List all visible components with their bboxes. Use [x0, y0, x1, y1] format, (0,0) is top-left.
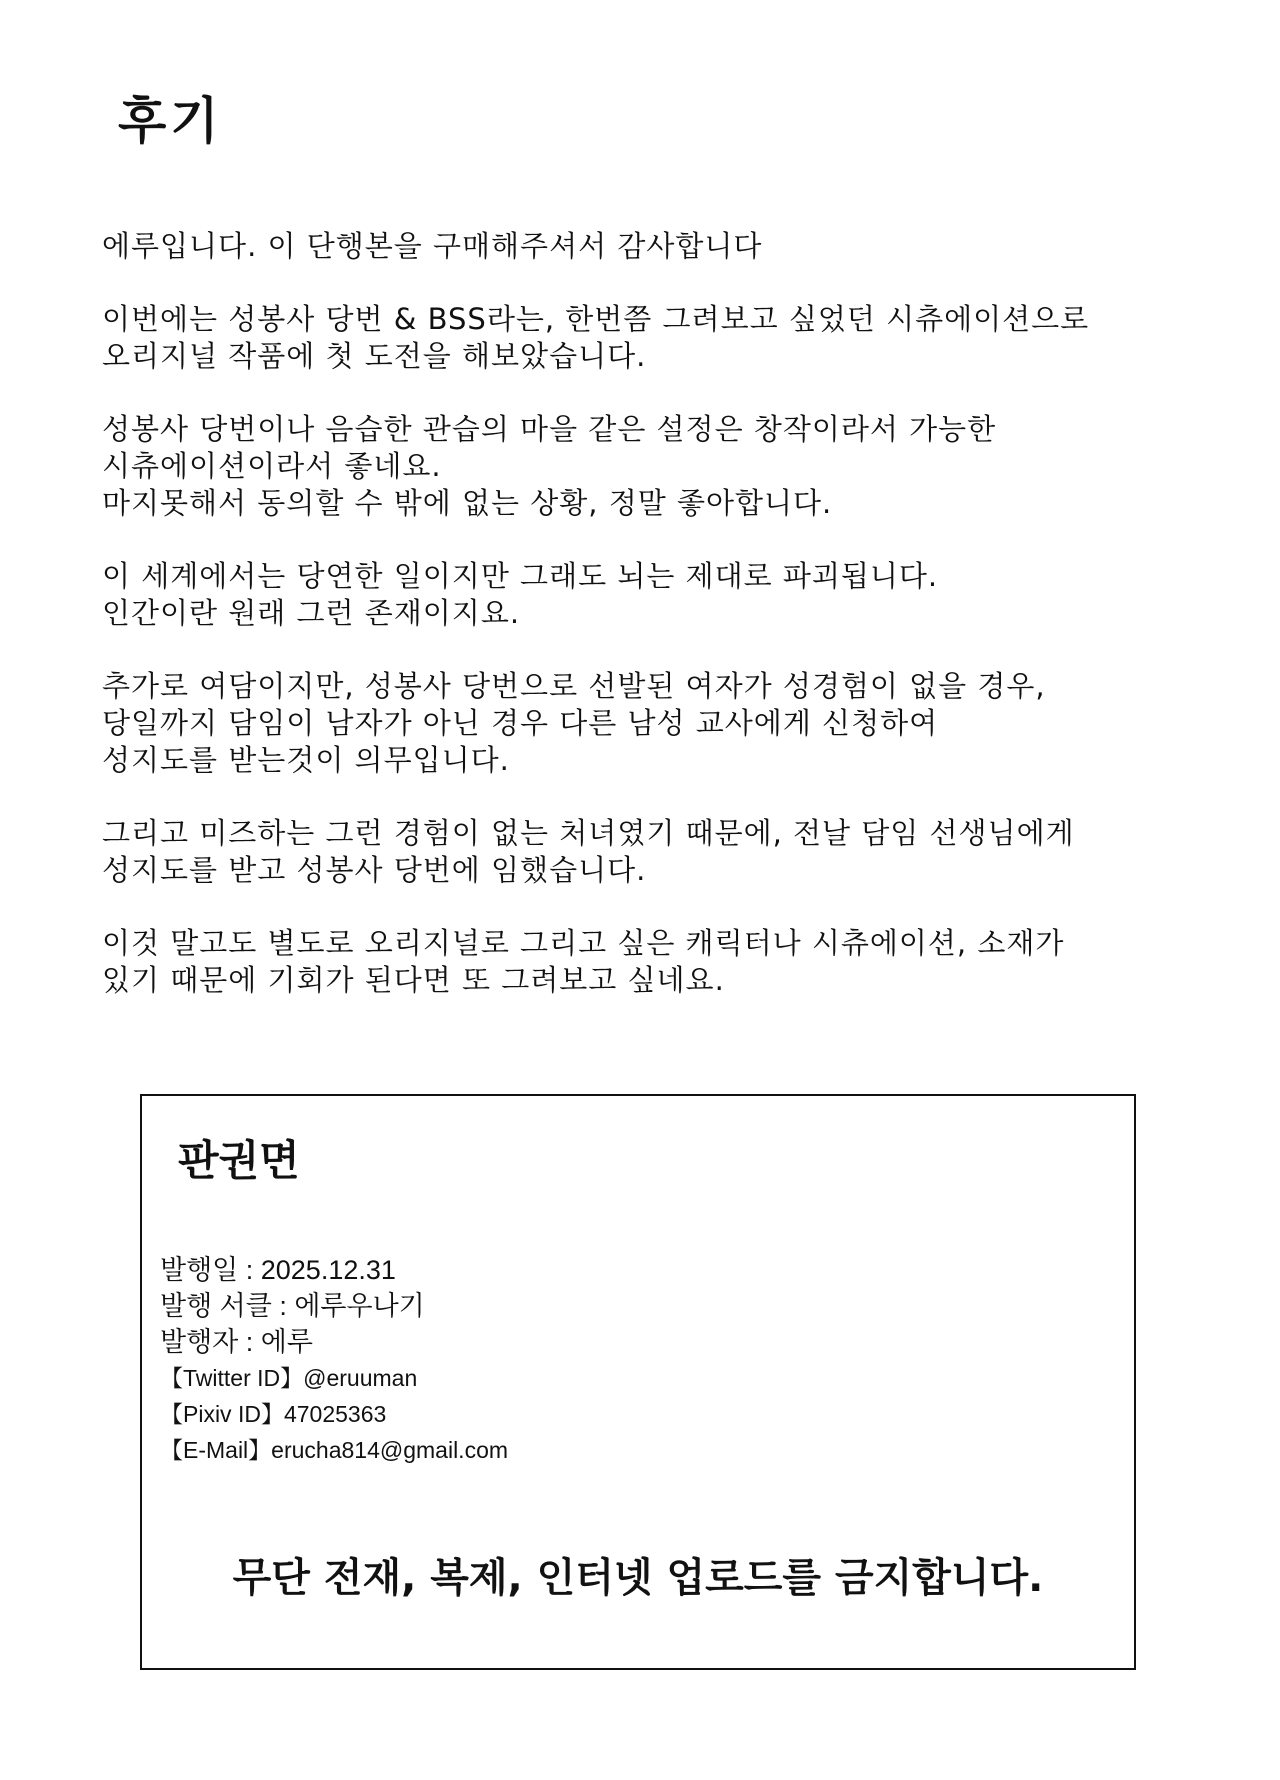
afterword-line: 오리지널 작품에 첫 도전을 해보았습니다.: [102, 339, 647, 373]
afterword-paragraph: [102, 668, 1202, 779]
afterword-line: 이 세계에서는 당연한 일이지만 그래도 뇌는 제대로 파괴됩니다.: [102, 559, 939, 593]
pixiv-id: 【Pixiv ID】47025363: [160, 1401, 387, 1427]
afterword-paragraph: [102, 815, 1202, 889]
twitter-id: 【Twitter ID】@eruuman: [160, 1365, 418, 1391]
afterword-line: 시츄에이션이라서 좋네요.: [102, 449, 442, 483]
afterword-paragraph: [102, 411, 1202, 522]
publish-date: 발행일 : 2025.12.31: [160, 1255, 396, 1285]
afterword-paragraph: [102, 301, 1202, 375]
afterword-paragraph: [102, 925, 1202, 999]
afterword-line: 마지못해서 동의할 수 밖에 없는 상황, 정말 좋아합니다.: [102, 486, 833, 520]
afterword-line: 그리고 미즈하는 그런 경험이 없는 처녀였기 때문에, 전날 담임 선생님에게: [102, 816, 1075, 850]
afterword-line: 당일까지 담임이 남자가 아닌 경우 다른 남성 교사에게 신청하여: [102, 706, 939, 740]
afterword-line: 있기 때문에 기회가 된다면 또 그려보고 싶네요.: [102, 963, 725, 997]
publishing-circle: 발행 서클 : 에루우나기: [160, 1291, 425, 1321]
publisher: 발행자 : 에루: [160, 1327, 313, 1357]
afterword-line: 성지도를 받고 성봉사 당번에 임했습니다.: [102, 853, 647, 887]
afterword-body: [102, 228, 1202, 1035]
colophon-title: 판권면: [178, 1136, 300, 1185]
afterword-line: 성지도를 받는것이 의무입니다.: [102, 743, 510, 777]
colophon-info: [160, 1252, 508, 1468]
afterword-paragraph: [102, 228, 1202, 265]
afterword-line: 이것 말고도 별도로 오리지널로 그리고 싶은 캐릭터나 시츄에이션, 소재가: [102, 926, 1065, 960]
afterword-paragraph: [102, 558, 1202, 632]
afterword-line: 추가로 여담이지만, 성봉사 당번으로 선발된 여자가 성경험이 없을 경우,: [102, 669, 1046, 703]
afterword-line: 이번에는 성봉사 당번 & BSS라는, 한번쯤 그려보고 싶었던 시츄에이션으로: [102, 302, 1090, 336]
afterword-line: 에루입니다. 이 단행본을 구매해주셔서 감사합니다: [102, 229, 763, 263]
email-address: 【E-Mail】erucha814@gmail.com: [160, 1437, 509, 1463]
colophon-box: [140, 1094, 1136, 1670]
afterword-line: 성봉사 당번이나 음습한 관습의 마을 같은 설정은 창작이라서 가능한: [102, 412, 997, 446]
afterword-line: 인간이란 원래 그런 존재이지요.: [102, 596, 521, 630]
copyright-notice: 무단 전재, 복제, 인터넷 업로드를 금지합니다.: [232, 1555, 1044, 1601]
afterword-title: 후기: [118, 92, 223, 150]
